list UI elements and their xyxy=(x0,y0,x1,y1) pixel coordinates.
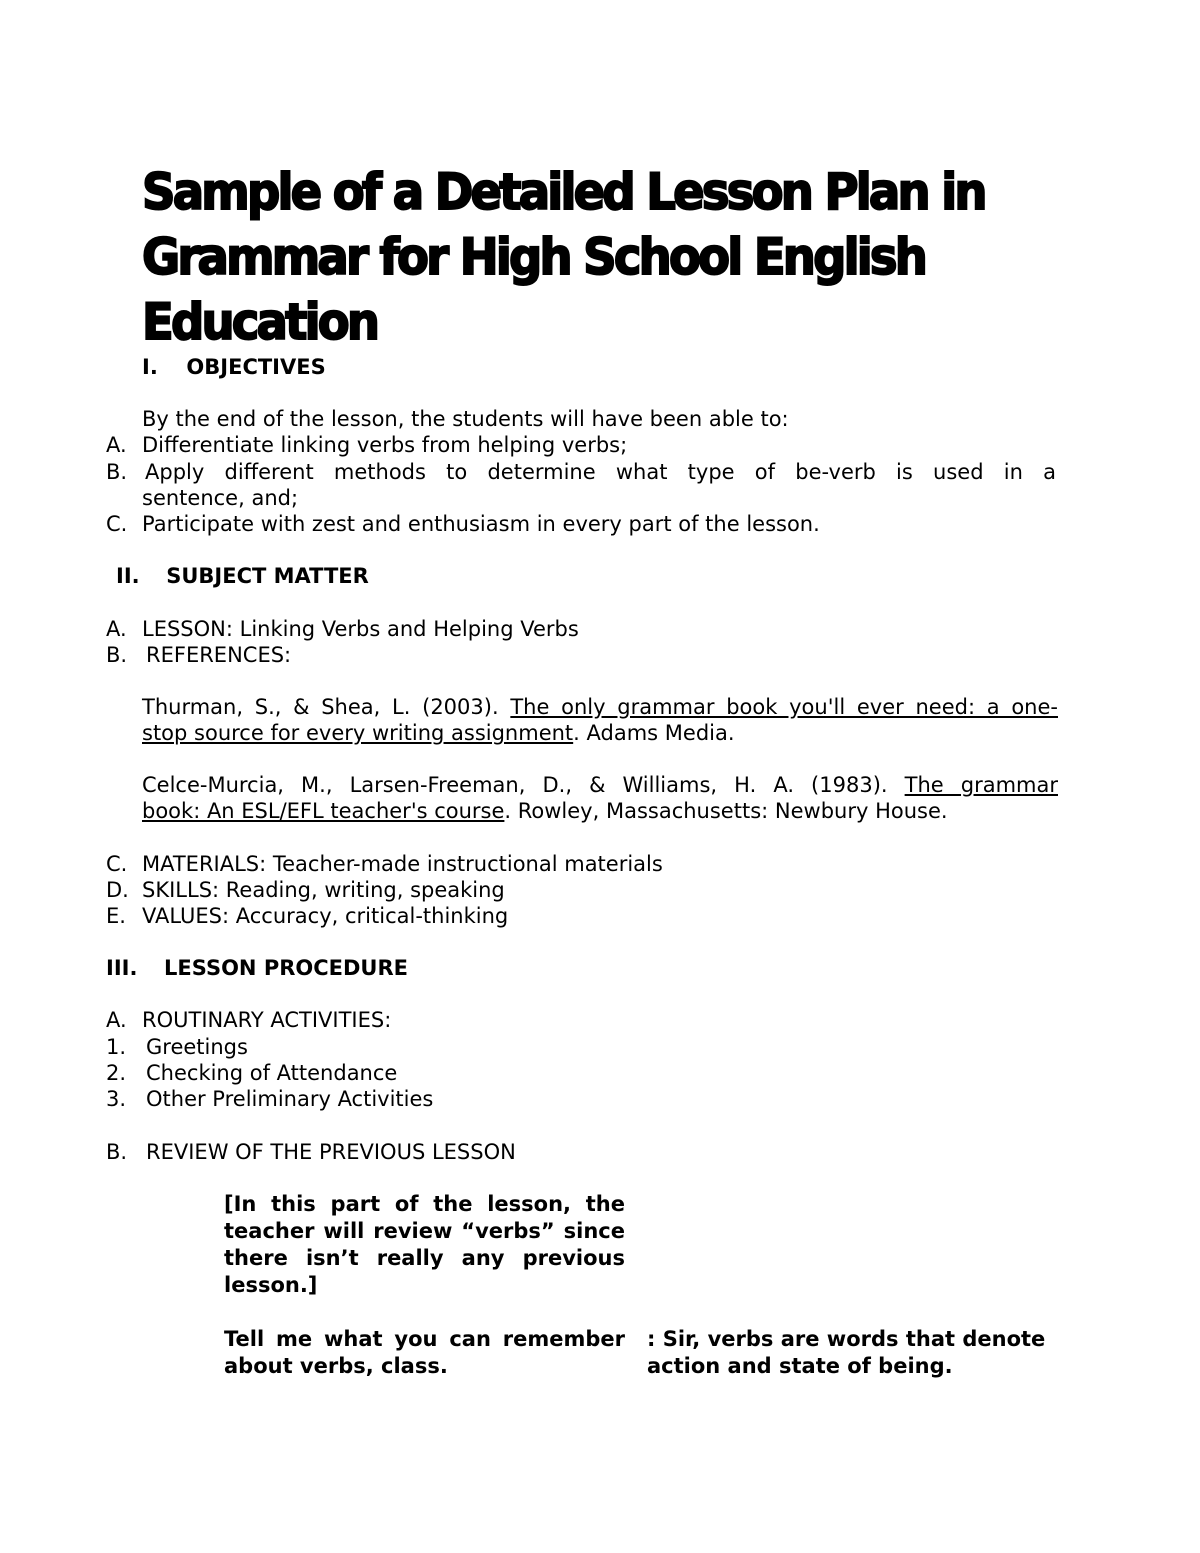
section-marker: III. xyxy=(106,956,138,980)
objective-item: Participate with zest and enthusiasm in every part of the lesson. xyxy=(142,512,820,536)
reference-title: book: An ESL/EFL teacher's course xyxy=(142,799,505,823)
list-marker: B. xyxy=(106,1140,128,1164)
document-title xyxy=(142,160,985,355)
teacher-note: [In this part of the lesson, the teacher will review “verbs” since there isn’t really any previous lesson.] xyxy=(224,1192,625,1297)
lesson-item: LESSON: Linking Verbs and Helping Verbs xyxy=(142,617,579,641)
objectives-intro: By the end of the lesson, the students will have been able to: xyxy=(142,407,789,431)
objective-item: Apply different methods to determine what type of be-verb is used in a xyxy=(145,460,1056,484)
subject-item: VALUES: Accuracy, critical-thinking xyxy=(142,904,509,928)
reference-entry-continued xyxy=(142,720,735,746)
reference-publisher: . Adams Media. xyxy=(573,721,735,745)
reference-title: The grammar xyxy=(904,773,1058,797)
list-marker: 1. xyxy=(106,1035,127,1059)
teacher-prompt: Tell me what you can remember about verbs, class. xyxy=(224,1327,625,1378)
list-marker: B. xyxy=(106,643,128,667)
list-marker: C. xyxy=(106,852,128,876)
student-response: : Sir, verbs are words that denote action and state of being. xyxy=(647,1327,1046,1378)
reference-entry xyxy=(142,772,1058,798)
objective-item: Differentiate linking verbs from helping verbs; xyxy=(142,433,628,457)
section-marker: II. xyxy=(116,564,140,588)
subject-item: MATERIALS: Teacher-made instructional materials xyxy=(142,852,663,876)
references-label: REFERENCES: xyxy=(146,643,292,667)
section-marker: I. xyxy=(142,355,158,379)
title-line: Sample of a Detailed Lesson Plan in xyxy=(142,163,985,221)
routinary-step: Checking of Attendance xyxy=(146,1061,398,1085)
subject-item: SKILLS: Reading, writing, speaking xyxy=(142,878,505,902)
reference-title: stop source for every writing assignment xyxy=(142,721,574,745)
reference-authors: Thurman, S., & Shea, L. (2003). xyxy=(142,695,511,719)
reference-title: The only grammar book you'll ever need: a one- xyxy=(510,695,1058,719)
section-title: LESSON PROCEDURE xyxy=(164,956,408,980)
list-marker: 3. xyxy=(106,1087,127,1111)
list-marker: D. xyxy=(106,878,129,902)
title-line: Education xyxy=(142,293,378,351)
routinary-step: Other Preliminary Activities xyxy=(146,1087,434,1111)
list-marker: A. xyxy=(106,617,127,641)
section-title: SUBJECT MATTER xyxy=(166,564,369,588)
list-marker: A. xyxy=(106,433,127,457)
objective-item-continued: sentence, and; xyxy=(142,486,299,510)
reference-publisher: . Rowley, Massachusetts: Newbury House. xyxy=(504,799,948,823)
reference-entry-continued xyxy=(142,798,948,824)
routinary-step: Greetings xyxy=(146,1035,248,1059)
reference-authors: Celce-Murcia, M., Larsen-Freeman, D., & Williams, H. A. (1983). xyxy=(142,773,905,797)
list-marker: B. xyxy=(106,460,128,484)
list-marker: 2. xyxy=(106,1061,127,1085)
list-marker: C. xyxy=(106,512,128,536)
reference-entry xyxy=(142,694,1058,720)
list-marker: E. xyxy=(106,904,126,928)
procedure-heading xyxy=(106,955,408,981)
objectives-heading xyxy=(142,354,326,380)
section-title: OBJECTIVES xyxy=(186,355,326,379)
subject-matter-heading xyxy=(116,563,369,589)
review-label: REVIEW OF THE PREVIOUS LESSON xyxy=(146,1140,516,1164)
title-line: Grammar for High School English xyxy=(142,228,926,286)
list-marker: A. xyxy=(106,1008,127,1032)
routinary-label: ROUTINARY ACTIVITIES: xyxy=(142,1008,392,1032)
